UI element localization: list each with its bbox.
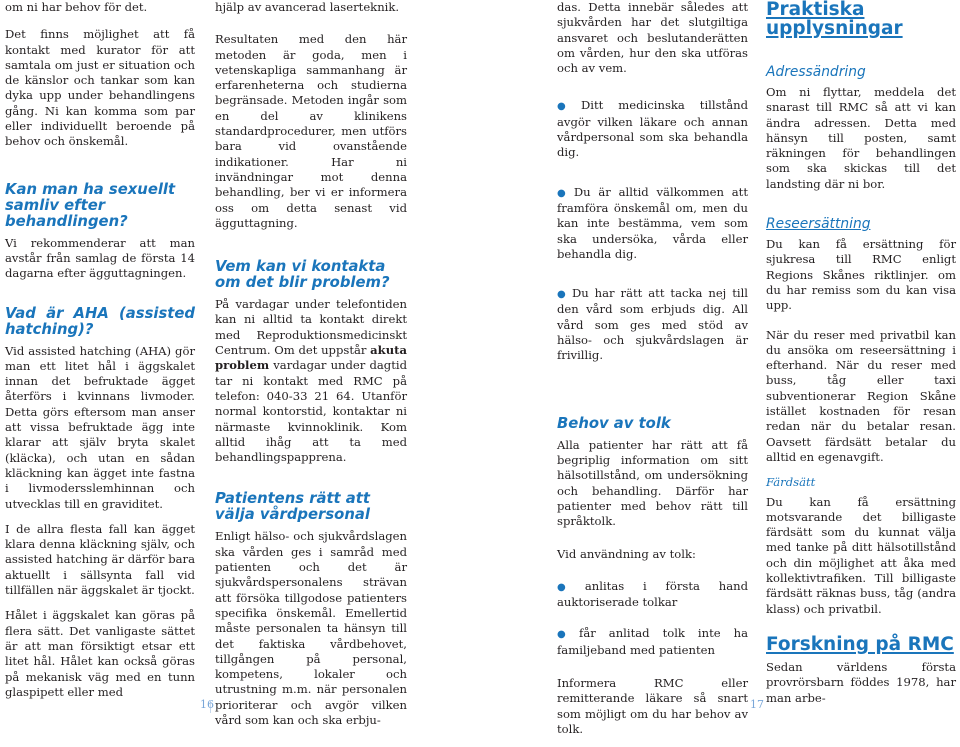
heading-contact: Vem kan vi kontakta om det blir problem? <box>215 258 390 292</box>
paragraph-continuation: hjälp av avancerad laserteknik. <box>215 0 400 14</box>
bullet-dot-icon: ● <box>557 581 581 593</box>
paragraph-patient-rights: Enligt hälso- och sjukvårdslagen ska vården ges i samråd med patienten och det är sjukvårdspersonalens strävan att försöka tillgodose patienters specifika önskemål. Emellertid måste personalen ta hänsyn till det faktiska vårdbehovet, tillgången på personal, kompetens, lokaler och utrustning m.m. när personalen prioriterar och avgör vilken vård som kan och ska erbju- <box>215 529 407 727</box>
bullet-item: ● anlitas i första hand auktoriserade tolkar <box>557 578 748 610</box>
paragraph-inform-rmc: Informera RMC eller remitterande läkare så snart som möjligt om du har behov av tolk. <box>557 675 748 736</box>
paragraph-privatbil: När du reser med privatbil kan du ansöka om reseersättning i efterhand. När du reser med buss, tåg eller taxi subventionerar Region Skåne istället kostnaden för resan redan när du betalar resan. Oavsett färdsätt betalar du alltid en egenavgift. <box>766 327 956 464</box>
heading-reseersattning: Reseersättning <box>766 216 871 233</box>
paragraph-kurator: Det finns möjlighet att få kontakt med kurator för att samtala om just er situation och de känslor och tankar som kan dyka upp under behandlingens gång. Ni kan komma som par eller individuellt beroende på behov och önskemål. <box>5 27 195 149</box>
paragraph-sexuellt-samliv: Vi rekommenderar att man avstår från samlag de första 14 dagarna efter ägguttagningen. <box>5 235 195 281</box>
bullet-item: ● får anlitad tolk inte ha familjeband med patienten <box>557 626 748 657</box>
paragraph-results: Resultaten med den här metoden är goda, men i vetenskapliga sammanhang är erfarenheterna och studierna begränsade. Metoden ingår som en del av klinikens standardprocedurer, men utförs bara vid ovanstående indikationer. Har ni invändningar mot denna behandling, ber vi er informera oss om detta senast vid ägguttagning. <box>215 32 407 230</box>
page-number-right: 17 <box>750 698 764 711</box>
bullet-item: ● Ditt medicinska tillstånd avgör vilken läkare och annan vårdpersonal som ska behandla dig. <box>557 98 748 160</box>
heading-aha: Vad är AHA (assisted hatching)? <box>5 304 195 338</box>
bullet-dot-icon: ● <box>557 629 576 641</box>
paragraph-behov-av-tolk: Alla patienter har rätt att få begriplig information om sitt hälsotillstånd, om undersökning och behandling. Därför har patienter med behov rätt till språktolk. <box>557 437 748 529</box>
paragraph-contact: På vardagar under telefontiden kan ni alltid ta kontakt direkt med Reproduktionsmedicinskt Centrum. Om det uppstår akuta problem vardagar under dagtid tar ni kontakt med RMC på telefon: 040-33 21 64. Utanför normal kontorstid, kontaktar ni närmaste kvinnoklinik. Kom alltid ihåg att ta med behandlingspapprena. <box>215 297 407 465</box>
paragraph-continuation: das. Detta innebär således att sjukvården har det slutgiltiga ansvaret och beslutanderätten om vården, hur den ska utföras och av vem. <box>557 0 748 76</box>
page-number-left: 16 <box>200 698 214 711</box>
paragraph-fardsatt: Du kan få ersättning motsvarande det billigaste färdsätt som du kunnat välja med tanke på ditt hälsotillstånd och din möjlighet att åka med kollektivtrafiken. Till billigaste färdsätt räknas buss, tåg (andra klass) och privatbil. <box>766 494 956 616</box>
bullet-dot-icon: ● <box>557 187 570 199</box>
bullet-dot-icon: ● <box>557 101 578 113</box>
heading-adressandring: Adressändring <box>766 64 866 80</box>
paragraph-continuation: om ni har behov för det. <box>5 0 148 14</box>
bullet-dot-icon: ● <box>557 289 568 301</box>
paragraph-adressandring: Om ni flyttar, meddela det snarast till RMC så att vi kan ändra adressen. Detta med hänsyn till posten, samt räkningen för behandlingen som ska skickas till det landsting där ni bor. <box>766 85 956 191</box>
paragraph-hatching-rare: I de allra flesta fall kan ägget klara denna kläckning själv, och assisted hatching är därför bara aktuellt i sällsynta fall vid tillfällen när äggskalet är tjockt. <box>5 521 195 598</box>
paragraph-hole-methods: Hålet i äggskalet kan göras på flera sätt. Det vanligaste sättet är att man försiktigt etsar ett litet hål. Hålet kan också göras på mekanisk väg med en tunn glaspipett eller med <box>5 608 195 699</box>
column-4 <box>766 0 956 716</box>
paragraph-reseersattning: Du kan få ersättning för sjukresa till RMC enligt Regions Skånes riktlinjer. om du har remiss som du kan visa upp. <box>766 237 956 313</box>
paragraph-aha: Vid assisted hatching (AHA) gör man ett litet hål i äggskalet innan det befruktade ägget återförs i kvinnans livmoder. Detta görs eftersom man anser att vissa befruktade ägg inte klarar att själv bryta skalet (kläcka), och utan en sådan kläckning kan ägget inte fastna i livmodersslemhinnan och utvecklas till en graviditet. <box>5 343 195 511</box>
akuta-problem-bold: akuta problem <box>215 343 407 373</box>
heading-sexuellt-samliv: Kan man ha sexuellt samliv efter behandlingen? <box>5 180 176 230</box>
heading-behov-av-tolk: Behov av tolk <box>557 414 671 432</box>
paragraph-tolk-usage: Vid användning av tolk: <box>557 547 696 562</box>
column-2 <box>215 0 407 738</box>
column-3 <box>557 0 748 747</box>
heading-patient-rights: Patientens rätt att välja vårdpersonal <box>215 490 370 524</box>
column-1 <box>5 0 195 710</box>
heading-fardsatt: Färdsätt <box>766 475 816 490</box>
bullet-item: ● Du har rätt att tacka nej till den vård som erbjuds dig. All vård som ges med stöd av hälso- och sjukvårdslagen är frivillig. <box>557 286 748 363</box>
bullet-item: ● Du är alltid välkommen att framföra önskemål om, men du kan inte bestämma, vem som ska undersöka, vårda eller behandla dig. <box>557 184 748 261</box>
paragraph-forskning: Sedan världens första provrörsbarn föddes 1978, har man arbe- <box>766 659 956 705</box>
heading-praktiska-upplysningar: Praktiska upplysningar <box>766 0 903 39</box>
heading-forskning: Forskning på RMC <box>766 633 954 655</box>
